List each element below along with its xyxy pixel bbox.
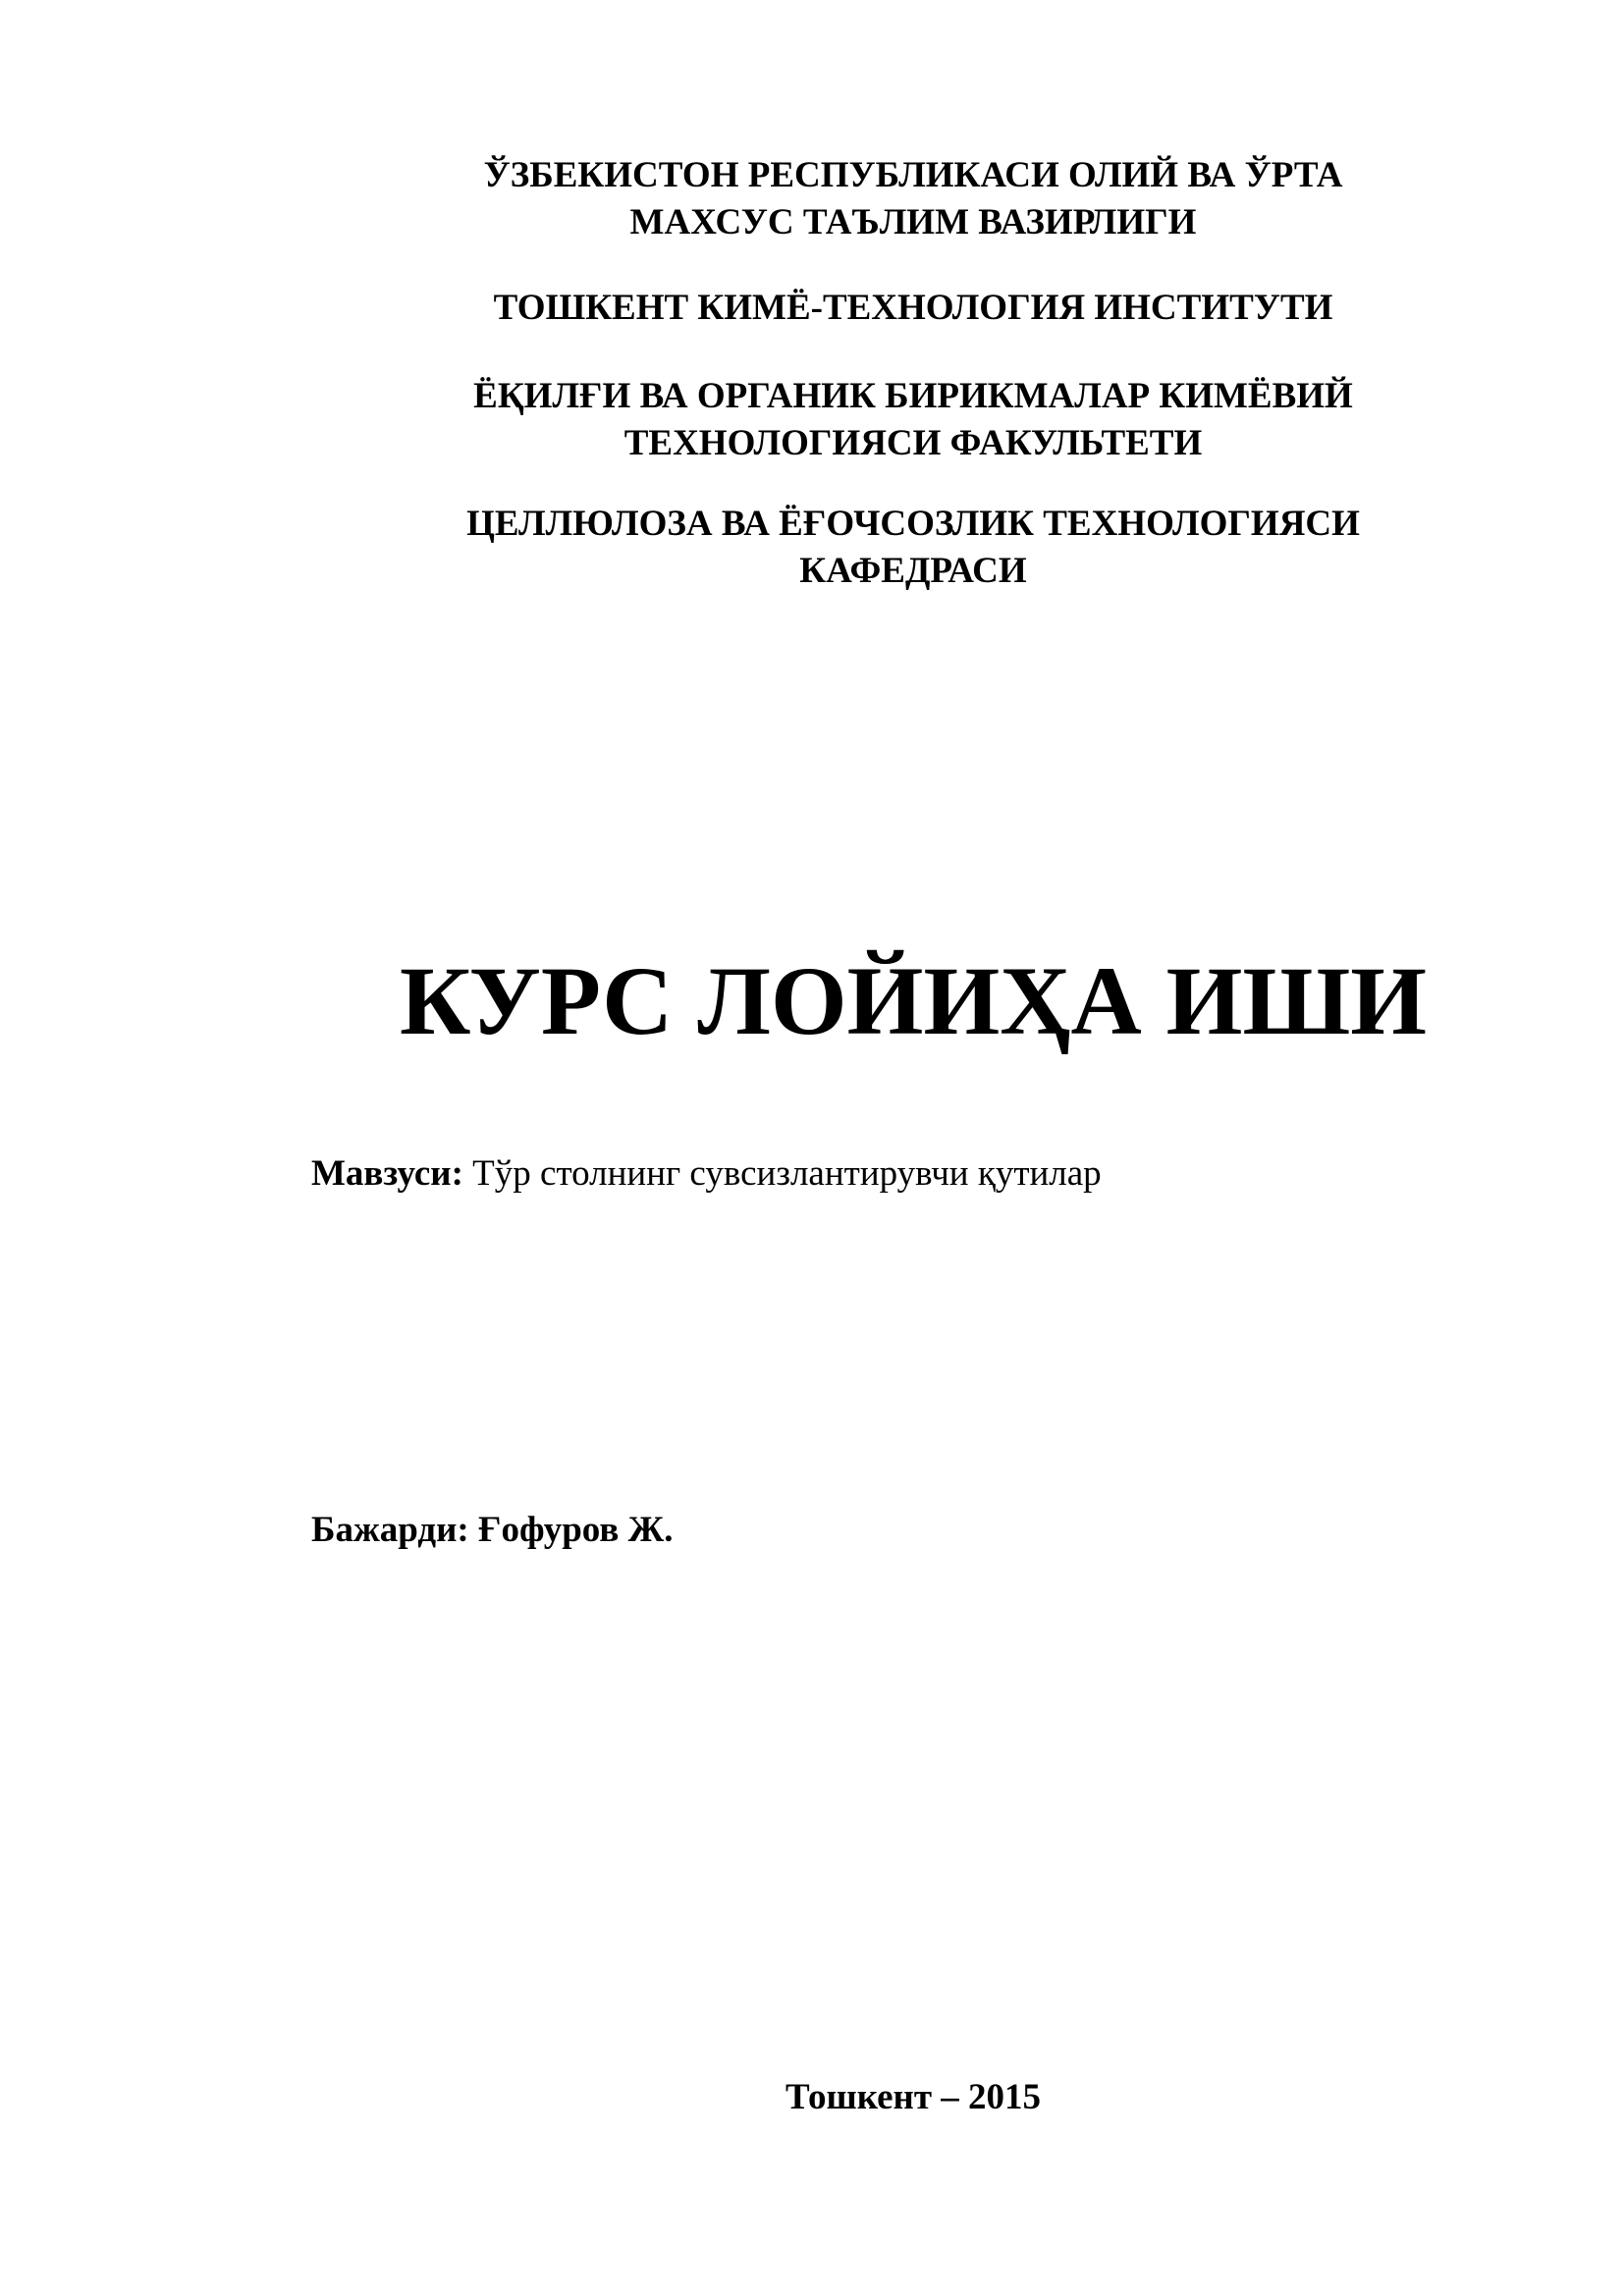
institute-heading xyxy=(295,285,1532,332)
topic-label: Мавзуси: xyxy=(311,1153,463,1194)
author-label: Бажарди: xyxy=(311,1510,469,1550)
ministry-heading xyxy=(295,152,1532,246)
department-line-1: ЦЕЛЛЮЛОЗА ВА ЁҒОЧСОЗЛИК ТЕХНОЛОГИЯСИ xyxy=(466,504,1360,544)
document-title: КУРС ЛОЙИҲА ИШИ xyxy=(399,946,1428,1055)
ministry-line-1: ЎЗБЕКИСТОН РЕСПУБЛИКАСИ ОЛИЙ ВА ЎРТА xyxy=(483,155,1343,195)
department-heading xyxy=(295,501,1532,595)
ministry-line-2: МАХСУС ТАЪЛИМ ВАЗИРЛИГИ xyxy=(629,202,1197,242)
topic-line xyxy=(311,1150,1102,1198)
author-name: Ғофуров Ж. xyxy=(468,1510,674,1550)
topic-value: Тўр столнинг сувсизлантирувчи қутилар xyxy=(462,1153,1102,1194)
author-line xyxy=(311,1507,673,1554)
city-year: Тошкент – 2015 xyxy=(785,2077,1042,2117)
institute-name: ТОШКЕНТ КИМЁ-ТЕХНОЛОГИЯ ИНСТИТУТИ xyxy=(493,288,1333,328)
department-line-2: КАФЕДРАСИ xyxy=(799,551,1027,591)
faculty-line-1: ЁҚИЛҒИ ВА ОРГАНИК БИРИКМАЛАР КИМЁВИЙ xyxy=(473,376,1353,416)
faculty-heading xyxy=(295,373,1532,467)
faculty-line-2: ТЕХНОЛОГИЯСИ ФАКУЛЬТЕТИ xyxy=(623,423,1203,463)
